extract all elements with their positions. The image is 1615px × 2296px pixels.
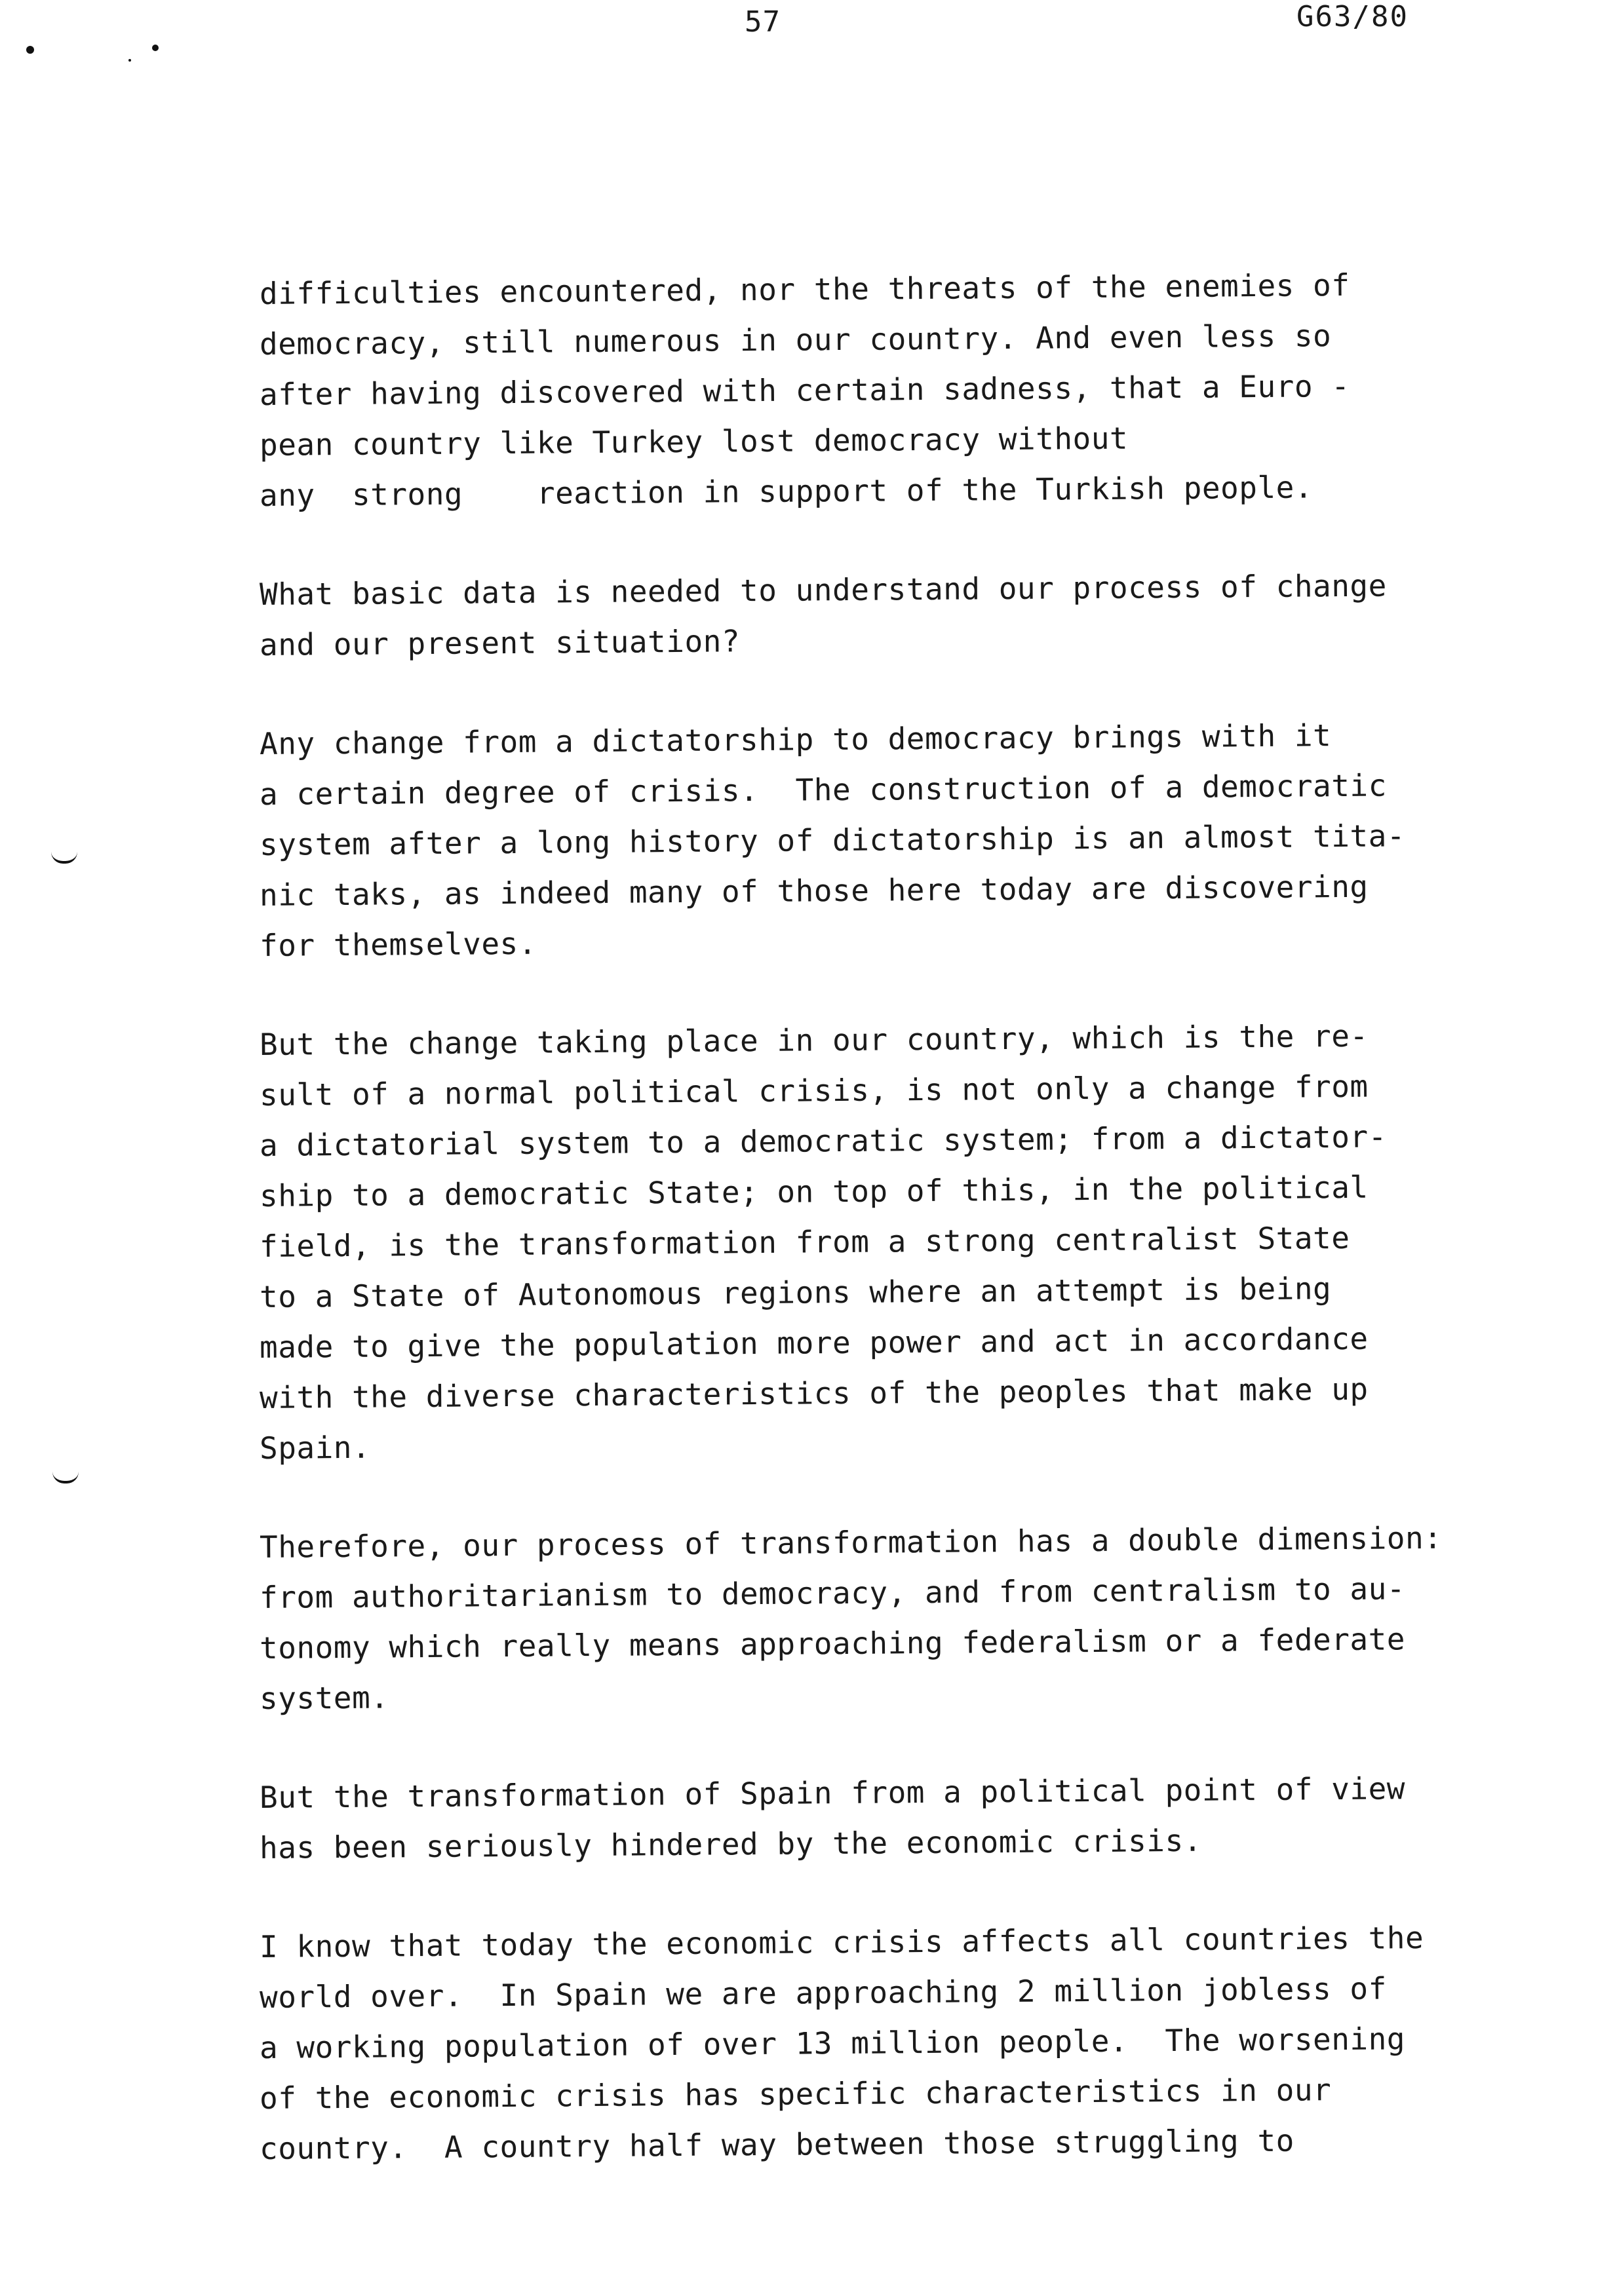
text-line: made to give the population more power and act in accordance — [259, 1320, 1369, 1365]
text-line: of the economic crisis has specific characteristics in our — [259, 2072, 1332, 2116]
paragraph — [260, 1772, 1531, 1873]
margin-mark — [51, 852, 77, 864]
paragraph — [260, 569, 1531, 670]
scan-speck — [152, 45, 159, 51]
page-number: 57 — [745, 5, 781, 39]
text-line: system after a long history of dictatorship is an almost tita- — [259, 818, 1406, 862]
paragraph — [260, 719, 1531, 971]
text-line: after having discovered with certain sadness, that a Euro - — [259, 368, 1350, 412]
paragraph — [260, 1522, 1531, 1724]
text-line: from authoritarianism to democracy, and from centralism to au- — [259, 1571, 1406, 1615]
text-line: a working population of over 13 million people. The worsening — [259, 2021, 1406, 2065]
text-line: for themselves. — [259, 925, 537, 963]
text-line: and our present situation? — [259, 623, 741, 662]
text-line: a dictatorial system to a democratic system; from a dictator- — [259, 1119, 1388, 1163]
text-line: any strong reaction in support of the Turkish people. — [259, 469, 1313, 513]
text-line: country. A country half way between those struggling to — [259, 2122, 1295, 2166]
text-line: world over. In Spain we are approaching 2 million jobless of — [259, 1970, 1388, 2015]
text-line: Any change from a dictatorship to democracy brings with it — [259, 718, 1332, 761]
paragraph — [260, 1020, 1531, 1474]
text-line: But the transformation of Spain from a political point of view — [259, 1770, 1406, 1815]
text-line: What basic data is needed to understand our process of change — [259, 567, 1388, 612]
text-line: Spain. — [259, 1429, 371, 1466]
text-line: But the change taking place in our country, which is the re- — [259, 1018, 1369, 1062]
document-reference: G63/80 — [1296, 0, 1409, 33]
text-line: to a State of Autonomous regions where an attempt is being — [259, 1271, 1332, 1314]
paragraph — [260, 269, 1531, 521]
text-line: a certain degree of crisis. The construction of a democratic — [259, 767, 1388, 812]
text-line: has been seriously hindered by the economic crisis. — [259, 1822, 1203, 1866]
text-line: Therefore, our process of transformation has a double dimension: — [259, 1520, 1443, 1565]
text-line: sult of a normal political crisis, is not only a change from — [259, 1068, 1369, 1113]
text-line: field, is the transformation from a strong centralist State — [259, 1219, 1350, 1264]
text-line: tonomy which really means approaching federalism or a federate — [259, 1621, 1406, 1666]
text-line: system. — [259, 1679, 389, 1716]
text-line: with the diverse characteristics of the peoples that make up — [259, 1371, 1369, 1415]
text-line: I know that today the economic crisis affects all countries the — [259, 1920, 1424, 1964]
body-text — [260, 269, 1531, 2223]
text-line: nic taks, as indeed many of those here today are discovering — [259, 868, 1369, 913]
paragraph — [260, 1922, 1531, 2174]
text-line: pean country like Turkey lost democracy without — [259, 420, 1129, 463]
text-line: ship to a democratic State; on top of this, in the political — [259, 1169, 1369, 1214]
margin-mark — [52, 1472, 79, 1483]
scan-speck — [128, 59, 131, 62]
text-line: difficulties encountered, nor the threats of the enemies of — [259, 267, 1350, 311]
text-line: democracy, still numerous in our country. And even less so — [259, 318, 1332, 362]
scan-speck — [26, 46, 34, 54]
